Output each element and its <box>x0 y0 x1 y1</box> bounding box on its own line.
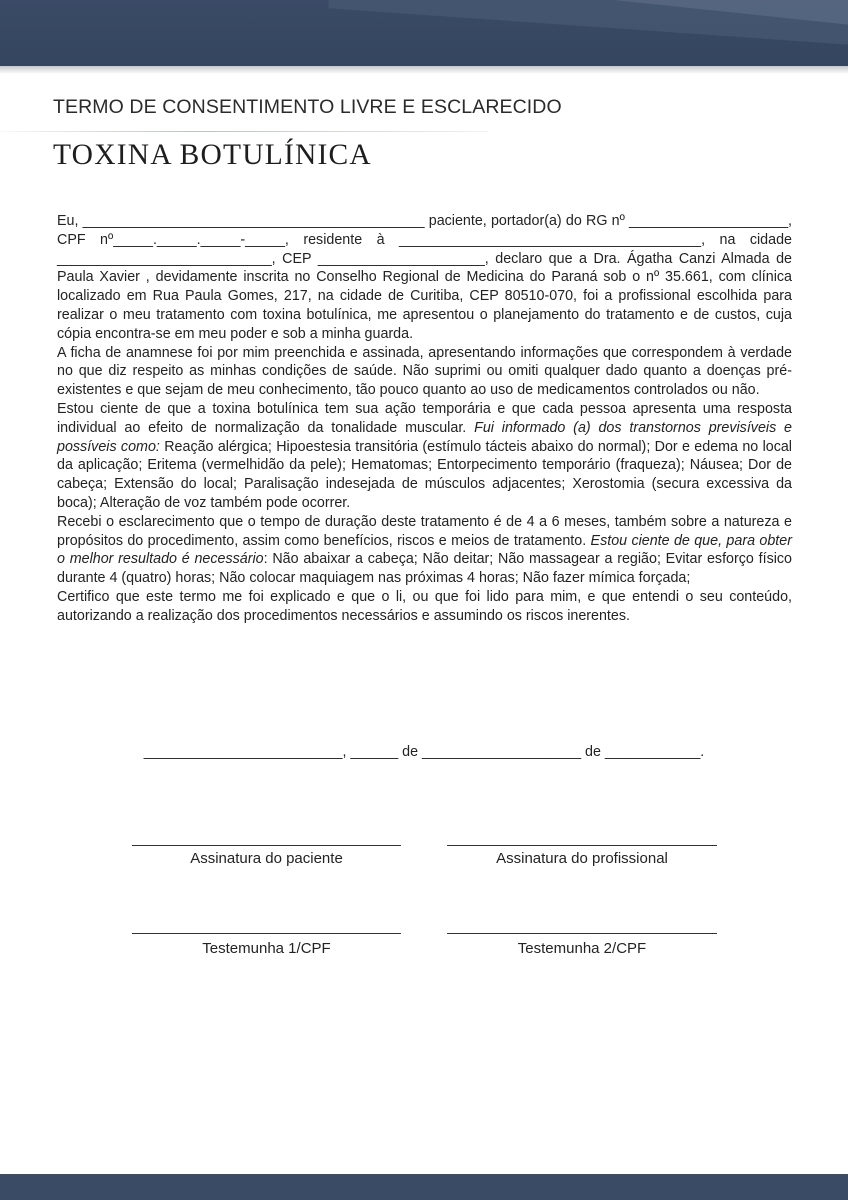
paragraph-risks <box>57 400 792 513</box>
paragraph-identification: Eu, ___________________________________________ paciente, portador(a) do RG nº ____________________, CPF nº_____._____._____-_____, residente à ______________________________________, na cidade ___________________________, CEP _____________________, declaro que a Dra. Ágatha Canzi Almada de Paula Xavier , devidamente inscrita no Conselho Regional de Medicina do Paraná sob o nº 35.661, com clínica localizado em Rua Paula Gomes, 217, na cidade de Curitiba, CEP 80510-070, foi a profissional escolhida para realizar o meu tratamento com toxina botulínica, me apresentou o planejamento do tratamento e de custos, cuja cópia encontra-se em meu poder e sob a minha guarda. <box>57 213 792 342</box>
professional-signature-label: Assinatura do profissional <box>496 850 668 867</box>
patient-signature-label: Assinatura do paciente <box>190 850 343 867</box>
care-italic: Estou ciente de que, para obter o melhor resultado é necessário <box>57 532 792 568</box>
paragraph-certification: Certifico que este termo me foi explicado e que o li, ou que foi lido para mim, e que entendi o seu conteúdo, autorizando a realização dos procedimentos necessários e assumindo os riscos inerentes. <box>57 588 792 624</box>
paragraph-care <box>57 513 792 588</box>
patient-signature-line <box>132 845 401 846</box>
witness2-signature-line <box>447 933 717 934</box>
witness2-signature-label: Testemunha 2/CPF <box>517 940 647 957</box>
care-intro: Recebi o esclarecimento que o tempo de duração deste tratamento é de 4 a 6 meses, também sobre a natureza e propósitos do procedimento, assim como benefícios, riscos e meios de tratamento. <box>57 513 792 549</box>
paragraph-anamnesis: A ficha de anamnese foi por mim preenchida e assinada, apresentando informações que correspondem à verdade no que diz respeito as minhas condições de saúde. Não suprimi ou omiti qualquer dado quanto a doenças pré-existentes e que sejam de meu conhecimento, tão pouco quanto ao uso de medicamentos controlados ou não. <box>57 344 792 399</box>
risks-italic: Fui informado (a) dos transtornos previsíveis e possíveis como: <box>57 419 793 455</box>
care-list: : Não abaixar a cabeça; Não deitar; Não massagear a região; Evitar esforço físico durante 4 (quatro) horas; Não colocar maquiagem nas próximas 4 horas; Não fazer mímica forçada; <box>57 551 792 587</box>
date-line: _________________________, ______ de ____________________ de ____________. <box>143 744 705 760</box>
witness1-signature-label: Testemunha 1/CPF <box>202 940 331 957</box>
risks-intro: Estou ciente de que a toxina botulínica tem sua ação temporária e que cada pessoa apresenta uma resposta individual ao efeito de normalização da tonalidade muscular. <box>57 400 792 436</box>
document-subtitle: TERMO DE CONSENTIMENTO LIVRE E ESCLARECIDO <box>53 96 562 118</box>
header-band <box>0 0 848 66</box>
footer-band <box>0 1174 848 1200</box>
header-divider <box>0 131 488 132</box>
professional-signature-line <box>447 845 717 846</box>
header-shadow <box>0 66 848 74</box>
consent-body <box>57 212 792 626</box>
risks-list: Reação alérgica; Hipoestesia transitória (estímulo tácteis abaixo do normal); Dor e edema no local da aplicação; Eritema (vermelhidão da pele); Hematomas; Entorpecimento temporário (fraqueza); Náusea; Dor de cabeça; Extensão do local; Paralisação indesejada de músculos adjacentes; Xerostomia (secura excessiva da boca); Alteração de voz também pode ocorrer. <box>57 438 792 511</box>
witness1-signature-line <box>132 933 401 934</box>
document-title: TOXINA BOTULÍNICA <box>53 139 372 171</box>
